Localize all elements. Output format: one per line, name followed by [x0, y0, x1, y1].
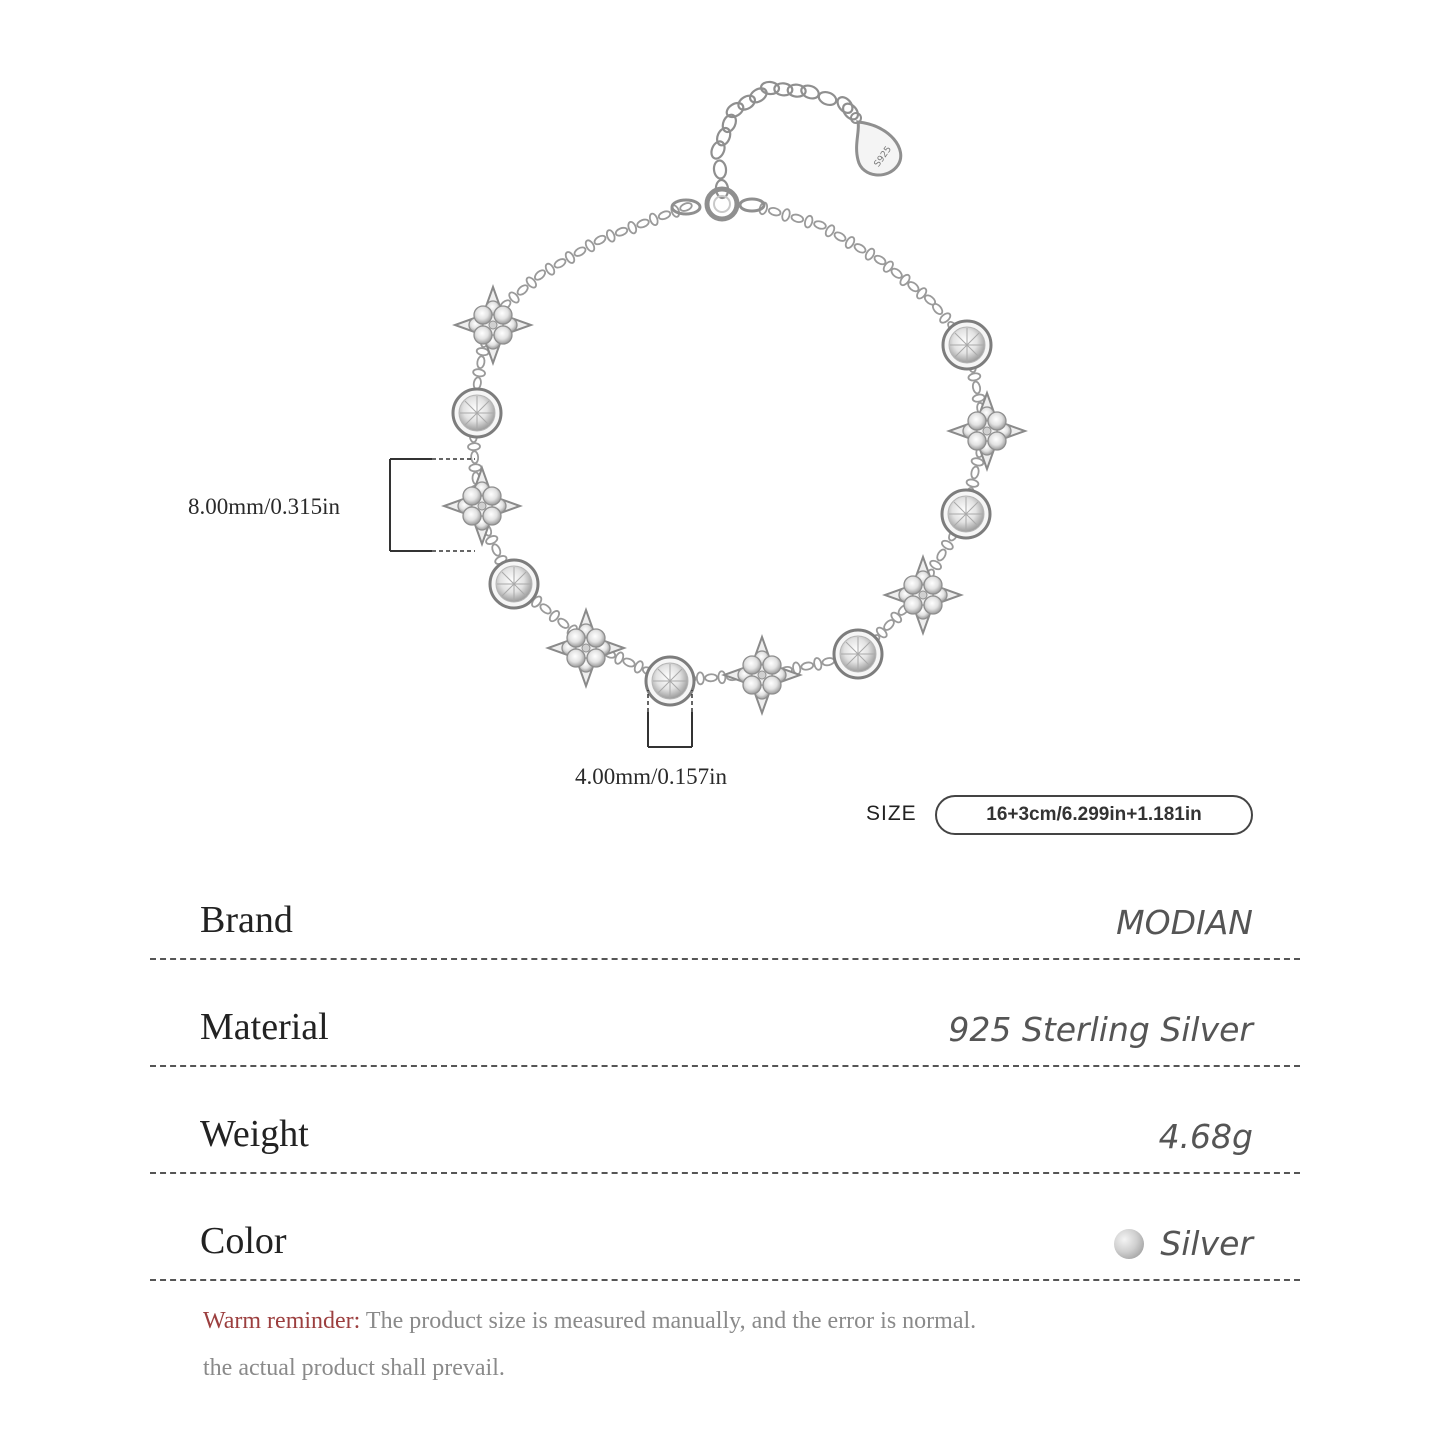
chain-link	[966, 478, 979, 488]
size-value: 16+3cm/6.299in+1.181in	[986, 804, 1202, 825]
bezel-stone	[646, 657, 694, 705]
spec-row-color	[150, 1209, 1300, 1281]
size-label: SIZE	[866, 802, 917, 825]
extender-link	[713, 160, 727, 179]
chain-link	[516, 283, 530, 296]
chain-link	[476, 356, 485, 369]
chain-link	[553, 257, 567, 269]
spec-value	[1116, 903, 1253, 942]
chain-link	[873, 254, 887, 266]
chain-link	[548, 609, 561, 623]
chain-link	[658, 210, 672, 221]
bezel-stone	[943, 321, 991, 369]
chain-link	[705, 674, 717, 682]
spec-row-brand	[150, 888, 1300, 960]
chain-link	[525, 276, 538, 290]
chain-link	[648, 213, 659, 227]
chain-link	[697, 672, 705, 684]
chain-link	[473, 368, 486, 377]
material-value: 925 Sterling Silver	[948, 1010, 1253, 1049]
chain-link	[968, 372, 981, 381]
chain-link	[539, 602, 553, 615]
chain-link	[890, 611, 903, 624]
warm-reminder-text: The product size is measured manually, and the error is normal.	[360, 1308, 977, 1334]
weight-value: 4.68g	[1158, 1117, 1253, 1156]
extender-link	[817, 90, 838, 108]
size-value-pill	[935, 795, 1253, 835]
chain-link	[679, 202, 693, 213]
chain-link	[853, 242, 867, 254]
spec-value	[1159, 1117, 1253, 1156]
color-value: Silver	[1160, 1224, 1253, 1263]
spec-key: Weight	[200, 1113, 309, 1155]
chain-link	[636, 218, 650, 229]
chain-link	[718, 671, 726, 683]
extender-chain	[709, 81, 861, 198]
bracelet-charms	[444, 287, 1025, 713]
bezel-stone	[942, 490, 990, 538]
chain-link	[556, 617, 570, 630]
spec-key: Material	[200, 1006, 329, 1048]
chain-link	[915, 286, 928, 300]
extender-link	[748, 85, 770, 105]
clover-charm	[455, 287, 531, 363]
clover-charm	[949, 393, 1025, 469]
spec-value	[948, 1010, 1253, 1049]
stone-width-label: 4.00mm/0.157in	[575, 764, 728, 789]
bezel-stone	[453, 389, 501, 437]
extender-link	[799, 83, 820, 101]
clover-charm	[724, 637, 800, 713]
chain-link	[882, 260, 895, 274]
charm-height-label: 8.00mm/0.315in	[188, 494, 341, 519]
chain-link	[801, 661, 814, 670]
chain-link	[491, 543, 502, 557]
chain-link	[471, 451, 479, 463]
chain-link	[615, 226, 629, 237]
spec-key: Color	[200, 1220, 287, 1262]
chain-link	[899, 273, 912, 287]
color-swatch-icon	[1114, 1229, 1144, 1259]
chain-link	[971, 457, 984, 467]
clover-charm	[548, 610, 624, 686]
spec-key: Brand	[200, 899, 293, 941]
bezel-stones	[453, 321, 991, 705]
tag-stamp-text: S925	[872, 144, 895, 170]
warm-reminder-line2: the actual product shall prevail.	[203, 1355, 505, 1381]
chain-link	[935, 548, 947, 562]
chain-link	[573, 246, 587, 258]
chain-link	[791, 213, 804, 223]
warm-reminder-prefix: Warm reminder:	[203, 1308, 361, 1334]
chain-link	[533, 268, 547, 281]
chain-link	[507, 291, 520, 305]
chain-link	[833, 231, 847, 243]
spec-value	[1114, 1224, 1253, 1263]
chain-link	[622, 657, 636, 668]
chain-link	[813, 220, 826, 230]
bezel-stone	[834, 630, 882, 678]
bezel-stone	[490, 560, 538, 608]
chain-link	[627, 221, 638, 235]
brand-value: MODIAN	[1116, 903, 1253, 942]
spec-row-material	[150, 995, 1300, 1067]
chain-link	[469, 464, 481, 472]
chain-link	[468, 443, 480, 451]
warm-reminder-line1	[203, 1308, 976, 1335]
clover-charm	[444, 468, 520, 544]
chain-link	[605, 229, 616, 243]
chain-link	[768, 207, 781, 217]
chain-link	[972, 381, 981, 394]
chain-link	[813, 657, 822, 670]
s925-tag	[851, 113, 901, 175]
chain-link	[593, 234, 607, 246]
chain-link	[804, 215, 814, 228]
spec-row-weight	[150, 1102, 1300, 1174]
chain-link	[781, 208, 791, 221]
chain-link	[970, 466, 980, 479]
